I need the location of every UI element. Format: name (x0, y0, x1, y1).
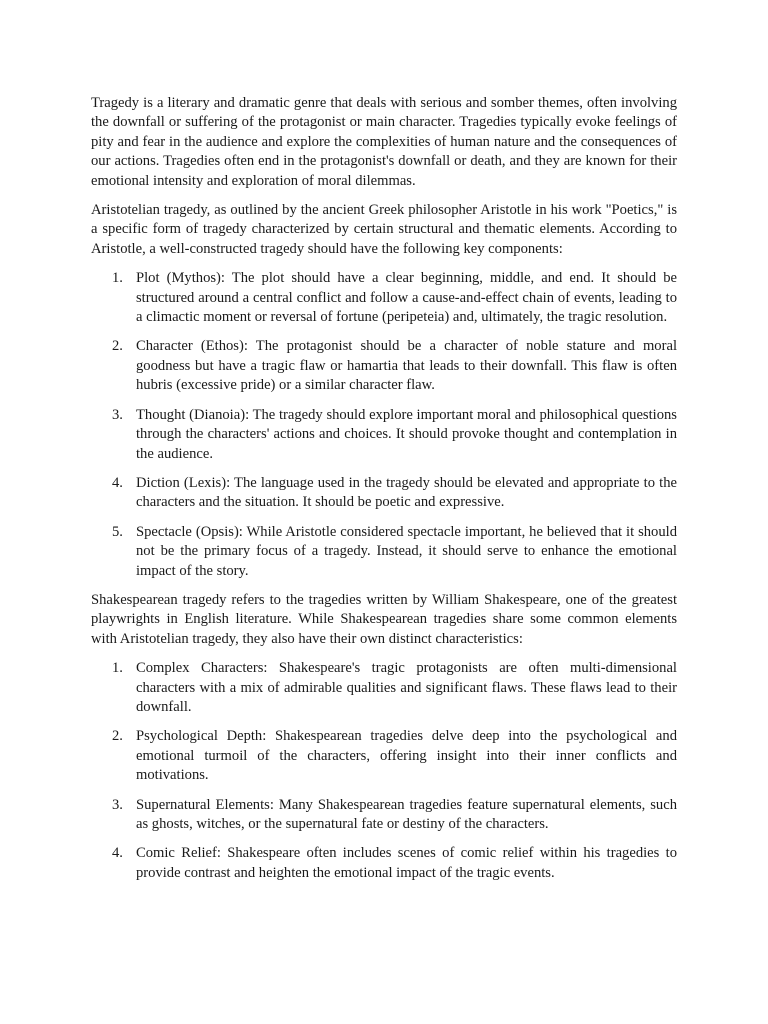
list-number: 4. (112, 474, 123, 491)
list-item (91, 659, 677, 717)
list-item (91, 844, 677, 883)
list-number: 5. (112, 523, 123, 540)
list-number: 2. (112, 338, 123, 355)
list-number: 3. (112, 406, 123, 423)
aristotle-intro-paragraph: Aristotelian tragedy, as outlined by the ancient Greek philosopher Aristotle in his work "Poetics," is a specific form of tragedy characterized by certain structural and thematic elements. According to Aristotle, a well-constructed tragedy should have the following key components: (91, 202, 677, 257)
shakespeare-characteristics-list (91, 659, 677, 883)
list-number: 1. (112, 270, 123, 287)
list-item-text: Thought (Dianoia): The tragedy should explore important moral and philosophical questions through the characters' actions and choices. It should provoke thought and contemplation in the audience. (136, 406, 677, 462)
list-item-text: Complex Characters: Shakespeare's tragic protagonists are often multi-dimensional characters with a mix of admirable qualities and significant flaws. These flaws lead to their downfall. (136, 660, 677, 715)
list-item (91, 796, 677, 835)
list-number: 4. (112, 845, 123, 862)
list-item (91, 406, 677, 464)
shakespeare-intro-paragraph: Shakespearean tragedy refers to the tragedies written by William Shakespeare, one of the greatest playwrights in English literature. While Shakespearean tragedies share some common elements with Aristotelian tragedy, they also have their own distinct characteristics: (91, 591, 677, 647)
list-number: 2. (112, 728, 123, 745)
list-item (91, 523, 677, 581)
list-item-text: Spectacle (Opsis): While Aristotle considered spectacle important, he believed that it should not be the primary focus of a tragedy. Instead, it should serve to enhance the emotional impact of the story. (136, 523, 677, 579)
list-number: 1. (112, 660, 123, 677)
list-item-text: Character (Ethos): The protagonist should be a character of noble stature and moral goodness but have a tragic flaw or hamartia that leads to their downfall. This flaw is often hubris (excessive pride) or a similar character flaw. (136, 338, 677, 394)
list-item (91, 337, 677, 395)
list-item-text: Diction (Lexis): The language used in the tragedy should be elevated and appropriate to the characters and the situation. It should be poetic and expressive. (136, 474, 677, 511)
list-item-text: Plot (Mythos): The plot should have a clear beginning, middle, and end. It should be structured around a central conflict and follow a cause-and-effect chain of events, leading to a climactic moment or reversal of fortune (peripeteia) and, ultimately, the tragic resolution. (136, 270, 677, 326)
aristotle-components-list (91, 269, 677, 581)
list-item-text: Psychological Depth: Shakespearean tragedies delve deep into the psychological and emotional turmoil of the characters, offering insight into their inner conflicts and motivations. (136, 728, 677, 784)
intro-paragraph: Tragedy is a literary and dramatic genre that deals with serious and somber themes, often involving the downfall or suffering of the protagonist or main character. Tragedies typically evoke feelings of pity and fear in the audience and explore the complexities of human nature and the consequences of our actions. Tragedies often end in the protagonist's downfall or death, and they are known for their emotional intensity and exploration of moral dilemmas. (91, 95, 677, 189)
list-item (91, 727, 677, 785)
document-page (91, 94, 677, 893)
list-item (91, 474, 677, 513)
list-number: 3. (112, 796, 123, 813)
list-item-text: Comic Relief: Shakespeare often includes scenes of comic relief within his tragedies to provide contrast and heighten the emotional impact of the tragic events. (136, 845, 677, 881)
list-item-text: Supernatural Elements: Many Shakespearean tragedies feature supernatural elements, such as ghosts, witches, or the supernatural fate or destiny of the characters. (136, 796, 677, 832)
list-item (91, 269, 677, 327)
